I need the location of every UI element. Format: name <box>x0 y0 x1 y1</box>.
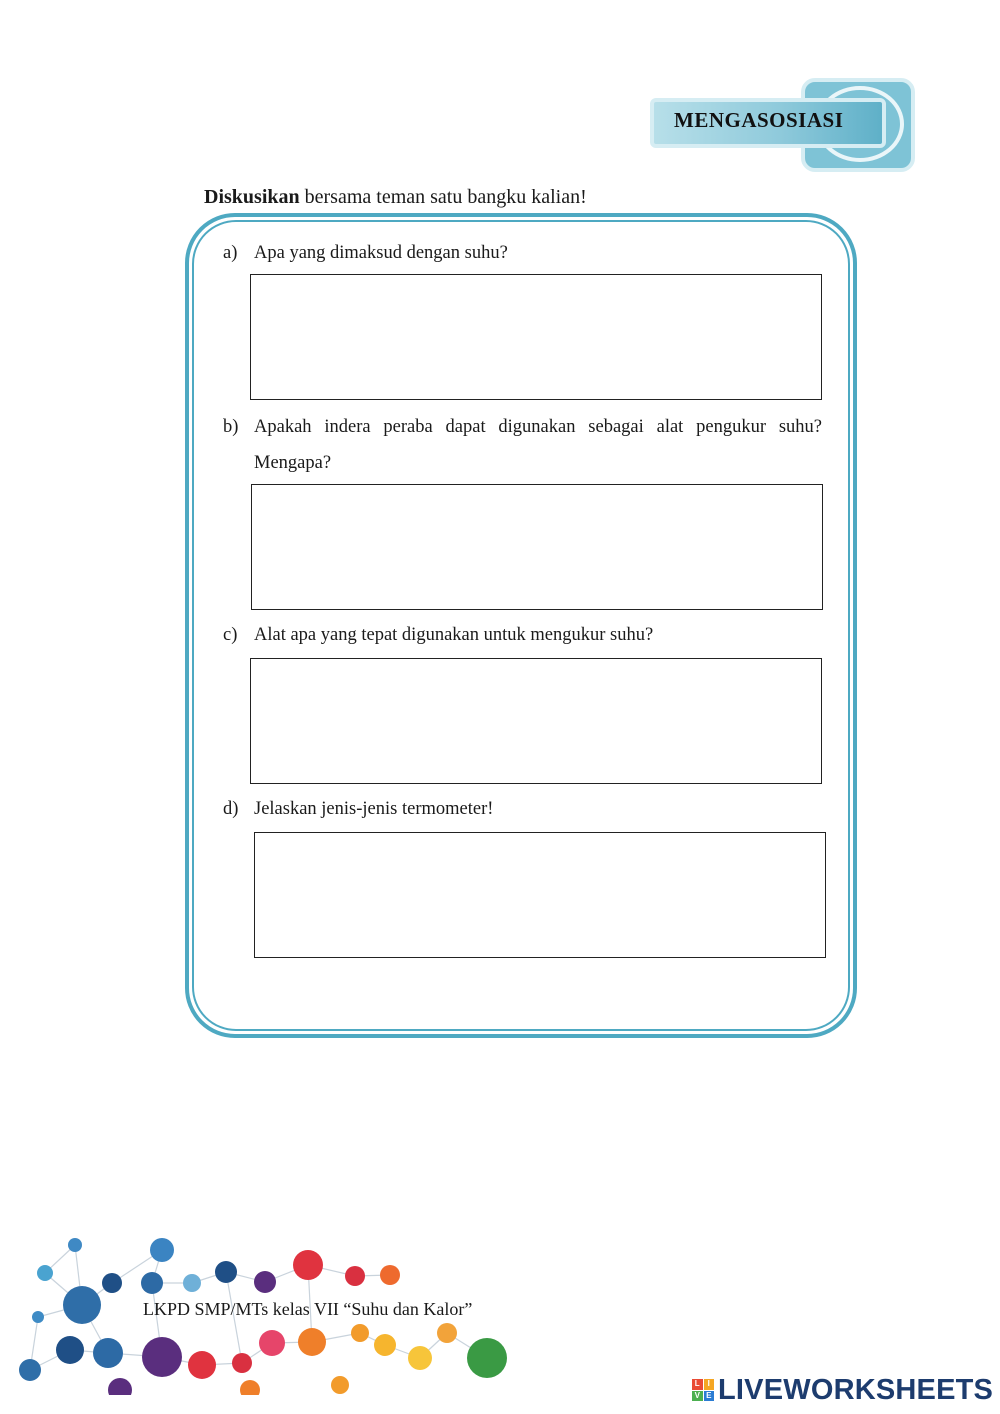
question-a <box>223 235 823 271</box>
question-label: d) <box>223 799 239 819</box>
question-label: c) <box>223 625 238 645</box>
answer-box-c[interactable] <box>250 658 822 784</box>
liveworksheets-logo[interactable] <box>692 1374 993 1406</box>
question-b <box>223 409 823 481</box>
question-label: b) <box>223 417 239 437</box>
instruction-bold: Diskusikan <box>204 186 300 208</box>
question-text-line1: Apakah indera peraba dapat digunakan sebagai alat pengukur suhu? <box>254 417 822 437</box>
question-d <box>223 791 823 827</box>
instruction <box>204 186 587 209</box>
liveworksheets-logo-icon: L I V E <box>692 1379 714 1401</box>
liveworksheets-brand-text: LIVEWORKSHEETS <box>718 1373 994 1406</box>
question-text: Apa yang dimaksud dengan suhu? <box>254 243 508 263</box>
question-c <box>223 617 823 653</box>
answer-box-d[interactable] <box>254 832 826 958</box>
question-text-line2: Mengapa? <box>254 453 332 473</box>
answer-box-b[interactable] <box>251 484 823 610</box>
question-text: Alat apa yang tepat digunakan untuk mengukur suhu? <box>254 625 654 645</box>
section-title: MENGASOSIASI <box>674 108 844 132</box>
answer-box-a[interactable] <box>250 274 822 400</box>
question-text: Jelaskan jenis-jenis termometer! <box>254 799 494 819</box>
footer-caption: LKPD SMP/MTs kelas VII “Suhu dan Kalor” <box>143 1299 473 1319</box>
instruction-rest: bersama teman satu bangku kalian! <box>299 186 587 208</box>
section-badge <box>648 78 918 174</box>
question-label: a) <box>223 243 238 263</box>
